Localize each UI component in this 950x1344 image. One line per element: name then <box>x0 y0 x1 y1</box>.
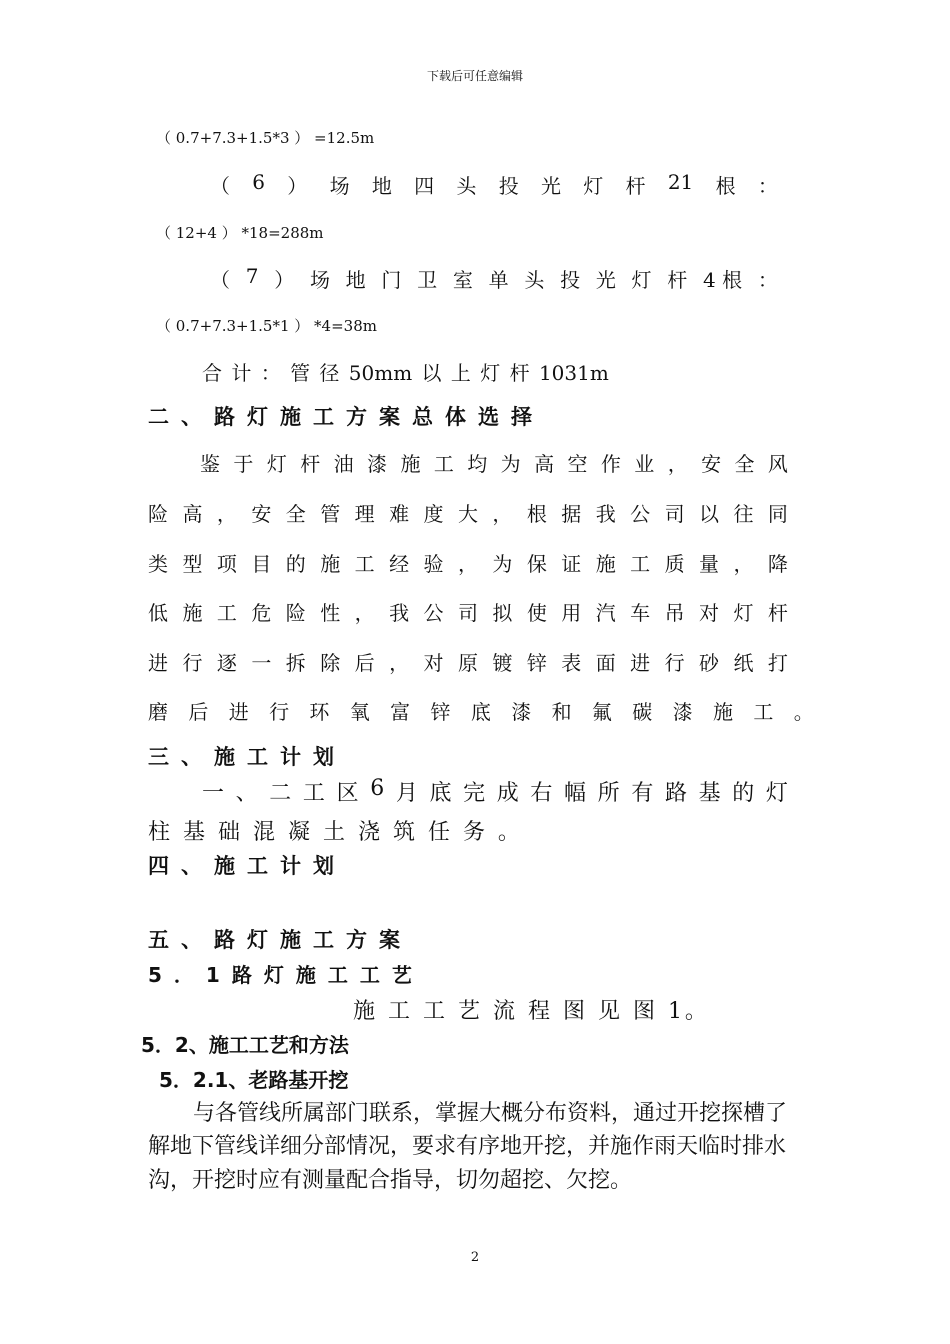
calc-token: 单 <box>488 268 509 292</box>
section-2-para-line <box>200 448 788 477</box>
text-char: 对 <box>423 651 444 675</box>
calc-token: 光 <box>595 268 616 292</box>
text-char: 均 <box>467 452 488 476</box>
section-2-para-line <box>148 597 788 626</box>
section-4-title: 四、施工计划 <box>148 854 346 878</box>
text-char: 经 <box>389 552 410 576</box>
text-char: 类 <box>148 552 168 576</box>
text-char: 证 <box>561 552 582 576</box>
text-char: ， <box>389 651 410 675</box>
total-line: 合 计 ： 管 径 50mm 以 上 灯 杆 1031m <box>202 361 609 385</box>
calc-token: 杆 <box>625 174 646 198</box>
text-char: 一 <box>202 781 225 806</box>
text-char: 所 <box>597 781 620 806</box>
text-char: 对 <box>699 601 719 625</box>
text-char: 吊 <box>664 601 685 625</box>
calc-token: ） <box>287 174 308 198</box>
text-char: 面 <box>595 651 616 675</box>
calc-token: ） <box>274 268 295 292</box>
text-char: 锌 <box>526 651 547 675</box>
text-char: 幅 <box>564 781 587 806</box>
text-char: 工 <box>216 601 237 625</box>
text-char: 后 <box>354 651 375 675</box>
section-2-para-line <box>148 548 788 577</box>
calc-token: 卫 <box>417 268 438 292</box>
text-char: 月 <box>395 781 418 806</box>
section-2-para-line: 磨 后 进 行 环 氧 富 锌 底 漆 和 氟 碳 漆 施 工 。 <box>148 700 821 724</box>
text-char: 目 <box>251 552 272 576</box>
text-char: 工 <box>354 552 375 576</box>
section-5-2-1-para-line-1: 与各管线所属部门联系，掌握大概分布资料，通过开挖探槽了 <box>193 1101 788 1126</box>
calc-token: 地 <box>371 174 392 198</box>
section-2-para-line <box>148 647 788 676</box>
text-char: 司 <box>664 502 685 526</box>
text-char: 安 <box>701 452 722 476</box>
text-char: 、 <box>235 781 258 806</box>
calc-token: 场 <box>309 268 330 292</box>
calc-token: 室 <box>452 268 473 292</box>
text-char: 大 <box>457 502 478 526</box>
calc-line-5: （ 0.7+7.3+1.5*1 ） *4=38m <box>156 317 377 335</box>
calc-token: 场 <box>329 174 350 198</box>
text-char: 的 <box>732 781 755 806</box>
section-3-line-2: 柱 基 础 混 凝 土 浇 筑 任 务 。 <box>148 820 523 845</box>
text-char: 行 <box>664 651 685 675</box>
calc-token: 投 <box>560 268 581 292</box>
text-char: 基 <box>698 781 721 806</box>
calc-token: 杆 <box>667 268 688 292</box>
text-char: 车 <box>630 601 651 625</box>
text-char: 拆 <box>285 651 306 675</box>
text-char: 度 <box>423 502 444 526</box>
text-char: 区 <box>336 781 359 806</box>
text-char: 完 <box>463 781 486 806</box>
text-char: 漆 <box>367 452 388 476</box>
text-char: 成 <box>496 781 519 806</box>
calc-token: 根 <box>715 174 736 198</box>
text-char: 保 <box>526 552 547 576</box>
text-char: 有 <box>631 781 654 806</box>
text-char: 进 <box>630 651 651 675</box>
text-char: 以 <box>699 502 719 526</box>
text-char: 二 <box>269 781 292 806</box>
section-5-2-1-para-line-3: 沟，开挖时应有测量配合指导，切勿超挖、欠挖。 <box>148 1168 633 1193</box>
text-char: 施 <box>400 452 421 476</box>
text-char: 司 <box>457 601 478 625</box>
text-char: 我 <box>389 601 410 625</box>
text-char: 表 <box>561 651 582 675</box>
text-char: 险 <box>148 502 168 526</box>
calc-token: 6 <box>252 170 266 194</box>
section-5-1-title: 5．1路灯施工工艺 <box>148 963 424 987</box>
text-char: 同 <box>767 502 788 526</box>
text-char: 工 <box>630 552 651 576</box>
text-char: 理 <box>354 502 375 526</box>
text-char: ， <box>733 552 754 576</box>
text-char: 项 <box>216 552 237 576</box>
calc-token: 7 <box>245 264 259 288</box>
text-char: 难 <box>389 502 410 526</box>
text-char: 施 <box>182 601 203 625</box>
text-char: 公 <box>423 601 444 625</box>
text-char: 量 <box>699 552 719 576</box>
text-char: 全 <box>285 502 306 526</box>
text-char: 安 <box>251 502 272 526</box>
text-char: 灯 <box>266 452 287 476</box>
text-char: 危 <box>251 601 272 625</box>
text-char: 降 <box>767 552 788 576</box>
text-char: 公 <box>630 502 651 526</box>
text-char: ， <box>457 552 478 576</box>
text-char: 镀 <box>492 651 513 675</box>
section-5-2-title: 5．2、施工工艺和方法 <box>141 1033 349 1057</box>
text-char: 往 <box>733 502 754 526</box>
calc-token: （ <box>210 268 230 292</box>
text-char: 底 <box>429 781 452 806</box>
text-char: 高 <box>534 452 555 476</box>
text-char: ， <box>667 452 688 476</box>
text-char: 逐 <box>216 651 237 675</box>
section-5-2-1-para-line-2: 解地下管线详细分部情况，要求有序地开挖，并施作雨天临时排水 <box>148 1134 787 1159</box>
text-char: 工 <box>302 781 325 806</box>
text-char: 管 <box>320 502 341 526</box>
text-char: 业 <box>634 452 655 476</box>
section-3-title: 三、施工计划 <box>148 745 346 769</box>
section-5-title: 五、路灯施工方案 <box>148 928 412 952</box>
text-char: 施 <box>595 552 616 576</box>
calc-token: 4 根 <box>703 268 743 292</box>
calc-line-2 <box>210 170 778 199</box>
text-char: 为 <box>492 552 513 576</box>
calc-token: 头 <box>524 268 545 292</box>
text-char: 进 <box>148 651 168 675</box>
text-char: 纸 <box>733 651 754 675</box>
calc-token: 光 <box>540 174 561 198</box>
text-char: 灯 <box>765 781 788 806</box>
text-char: 我 <box>595 502 616 526</box>
text-char: 的 <box>285 552 306 576</box>
page-number: 2 <box>470 1250 480 1265</box>
text-char: 拟 <box>492 601 513 625</box>
section-5-2-1-title: 5．2.1、老路基开挖 <box>159 1068 349 1092</box>
text-char: 行 <box>182 651 203 675</box>
section-5-1-text: 施 工 工 艺 流 程 图 见 图 1。 <box>353 999 710 1024</box>
text-char: 验 <box>423 552 444 576</box>
text-char: 鉴 <box>200 452 220 476</box>
text-char: 油 <box>333 452 354 476</box>
text-char: 全 <box>734 452 755 476</box>
calc-line-1: （ 0.7+7.3+1.5*3 ） =12.5m <box>156 129 375 147</box>
section-2-title: 二、路灯施工方案总体选择 <box>148 405 544 429</box>
text-char: 使 <box>526 601 547 625</box>
text-char: ， <box>354 601 375 625</box>
calc-token: 灯 <box>631 268 652 292</box>
calc-token: ： <box>757 174 778 198</box>
calc-token: 头 <box>456 174 477 198</box>
calc-token: 21 <box>667 170 694 194</box>
calc-token: 门 <box>381 268 402 292</box>
text-char: 高 <box>182 502 203 526</box>
calc-token: 投 <box>498 174 519 198</box>
text-char: 性 <box>320 601 341 625</box>
text-char: 一 <box>251 651 272 675</box>
text-char: ， <box>492 502 513 526</box>
text-char: 据 <box>561 502 582 526</box>
page-header: 下载后可任意编辑 <box>426 69 523 83</box>
text-char: 于 <box>233 452 254 476</box>
text-char: 杆 <box>767 601 788 625</box>
calc-token: 地 <box>345 268 366 292</box>
calc-line-3: （ 12+4 ） *18=288m <box>156 224 324 242</box>
text-char: 工 <box>433 452 454 476</box>
text-char: 险 <box>285 601 306 625</box>
text-char: 打 <box>767 651 788 675</box>
text-char: 型 <box>182 552 203 576</box>
text-char: 原 <box>457 651 478 675</box>
text-char: 除 <box>320 651 341 675</box>
text-char: 砂 <box>699 651 719 675</box>
text-char: 低 <box>148 601 168 625</box>
section-2-para-line <box>148 498 788 527</box>
text-char: 灯 <box>733 601 754 625</box>
section-3-line-1 <box>202 776 788 807</box>
calc-token: （ <box>210 174 230 198</box>
calc-token: 灯 <box>583 174 604 198</box>
text-char: 6 <box>370 776 385 801</box>
text-char: 杆 <box>300 452 321 476</box>
text-char: 施 <box>320 552 341 576</box>
text-char: 根 <box>526 502 547 526</box>
calc-token: ： <box>757 268 778 292</box>
text-char: 汽 <box>595 601 616 625</box>
text-char: 右 <box>530 781 553 806</box>
text-char: 为 <box>500 452 521 476</box>
text-char: 用 <box>561 601 582 625</box>
text-char: 路 <box>664 781 687 806</box>
text-char: 质 <box>664 552 685 576</box>
text-char: 风 <box>767 452 788 476</box>
text-char: 作 <box>600 452 621 476</box>
calc-line-4 <box>210 264 778 293</box>
text-char: 空 <box>567 452 588 476</box>
calc-token: 四 <box>414 174 435 198</box>
text-char: ， <box>216 502 237 526</box>
